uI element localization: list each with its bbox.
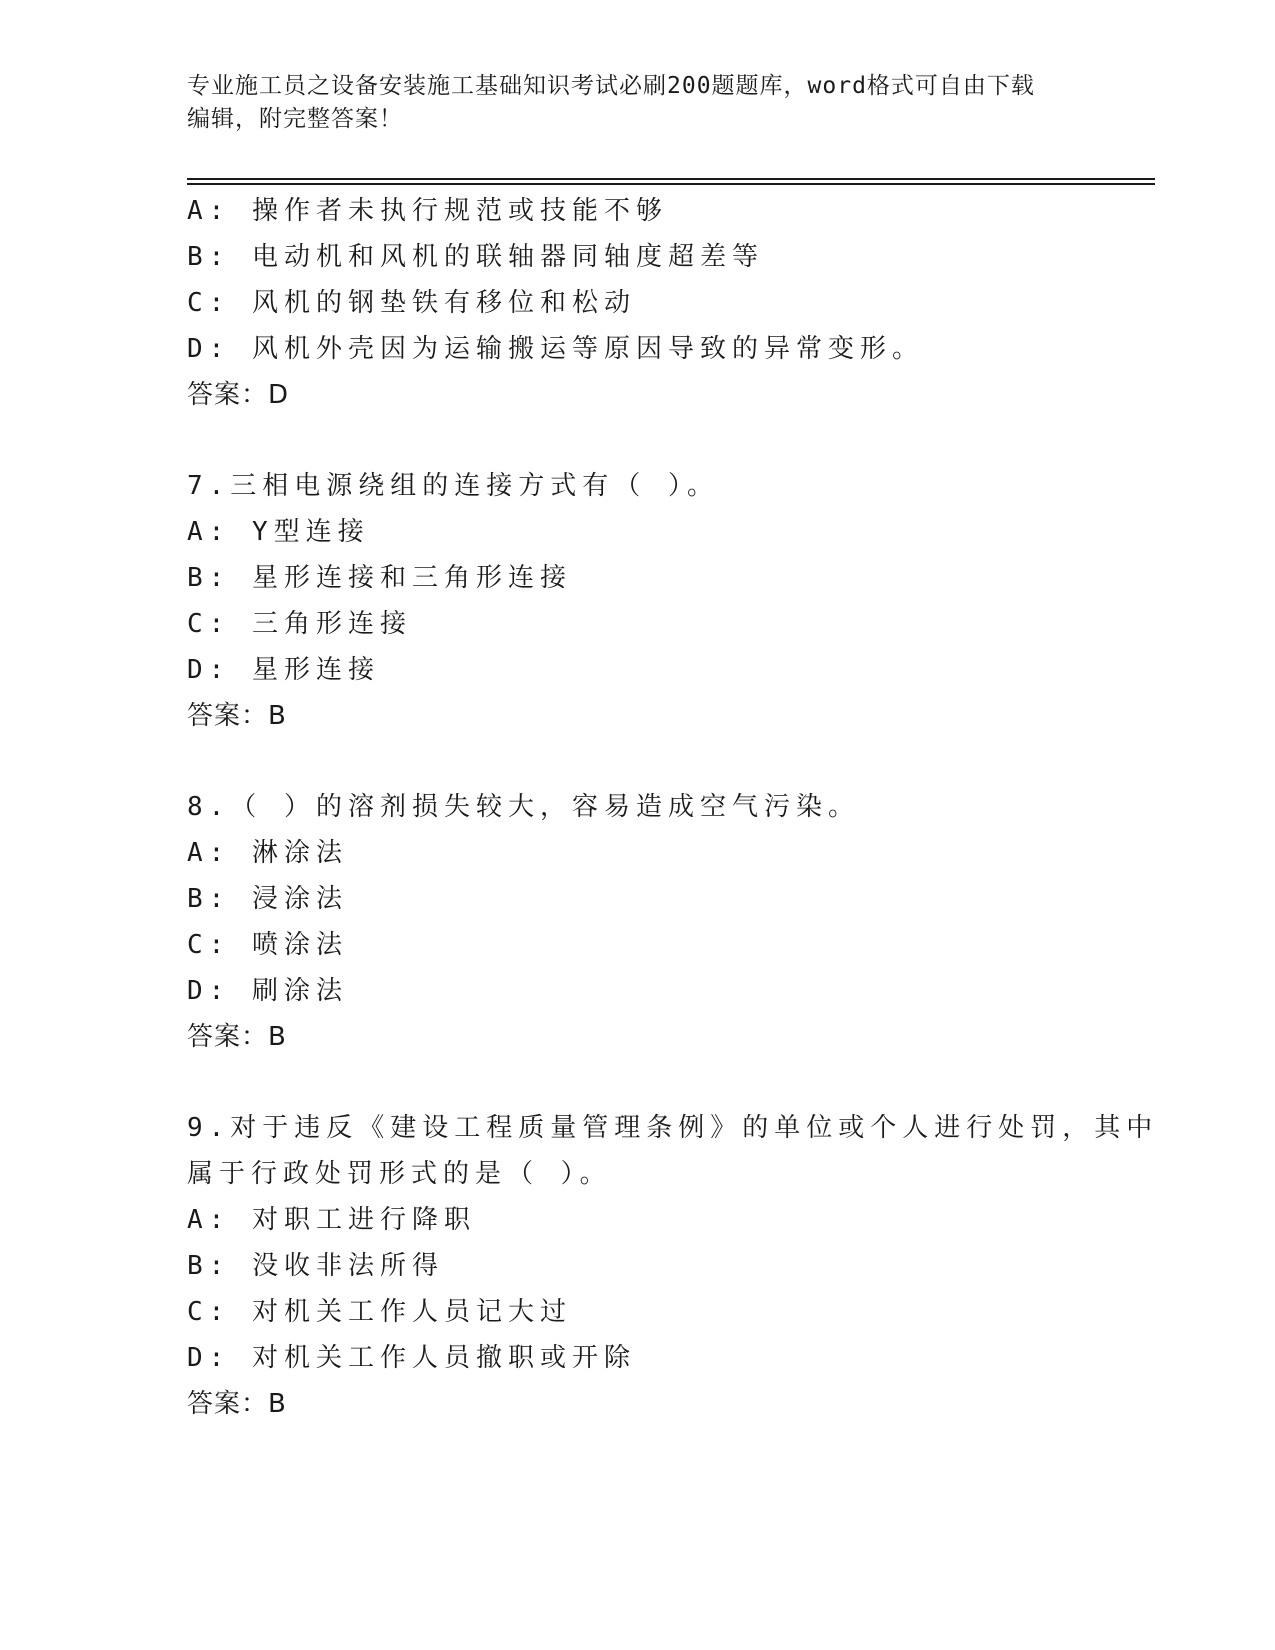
q7-stem: 7.三相电源绕组的连接方式有（ ）。 (187, 471, 719, 501)
header-title-line-1: 专业施工员之设备安装施工基础知识考试必刷200题题库，word格式可自由下载 (187, 73, 1035, 99)
question-8 (187, 784, 1087, 1060)
q7-option-c: C: 三角形连接 (187, 609, 412, 639)
q7-answer: 答案：B (187, 701, 287, 731)
header-title-line-2: 编辑，附完整答案！ (187, 106, 403, 132)
q9-option-a: A: 对职工进行降职 (187, 1205, 476, 1235)
q9-stem-line-2: 属于行政处罚形式的是（ ）。 (187, 1159, 612, 1189)
q8-stem: 8.（ ）的溶剂损失较大，容易造成空气污染。 (187, 792, 860, 822)
q9-stem-line-1: 9.对于违反《建设工程质量管理条例》的单位或个人进行处罚，其中 (187, 1113, 1159, 1143)
q9-answer: 答案：B (187, 1389, 287, 1419)
q9-option-c: C: 对机关工作人员记大过 (187, 1297, 572, 1327)
document-header (187, 70, 1067, 136)
q6-option-a: A: 操作者未执行规范或技能不够 (187, 196, 668, 226)
q9-option-d: D: 对机关工作人员撤职或开除 (187, 1343, 636, 1373)
q6-option-d: D: 风机外壳因为运输搬运等原因导致的异常变形。 (187, 334, 924, 364)
q6-answer: 答案：D (187, 380, 290, 410)
question-6 (187, 188, 1087, 418)
q8-option-b: B: 浸涂法 (187, 884, 348, 914)
q9-option-b: B: 没收非法所得 (187, 1251, 444, 1281)
question-7 (187, 463, 1087, 739)
header-divider-top (187, 178, 1155, 180)
header-divider-bottom (187, 183, 1155, 185)
q8-option-c: C: 喷涂法 (187, 930, 348, 960)
q8-answer: 答案：B (187, 1022, 287, 1052)
q7-option-d: D: 星形连接 (187, 655, 380, 685)
q8-option-a: A: 淋涂法 (187, 838, 348, 868)
q7-option-a: A: Y型连接 (187, 517, 370, 547)
q8-option-d: D: 刷涂法 (187, 976, 348, 1006)
spacer (187, 418, 1087, 463)
q6-option-c: C: 风机的钢垫铁有移位和松动 (187, 288, 636, 318)
spacer (187, 739, 1087, 784)
q6-option-b: B: 电动机和风机的联轴器同轴度超差等 (187, 242, 764, 272)
spacer (187, 1060, 1087, 1105)
question-9 (187, 1105, 1159, 1427)
question-list (187, 188, 1159, 1427)
q7-option-b: B: 星形连接和三角形连接 (187, 563, 572, 593)
